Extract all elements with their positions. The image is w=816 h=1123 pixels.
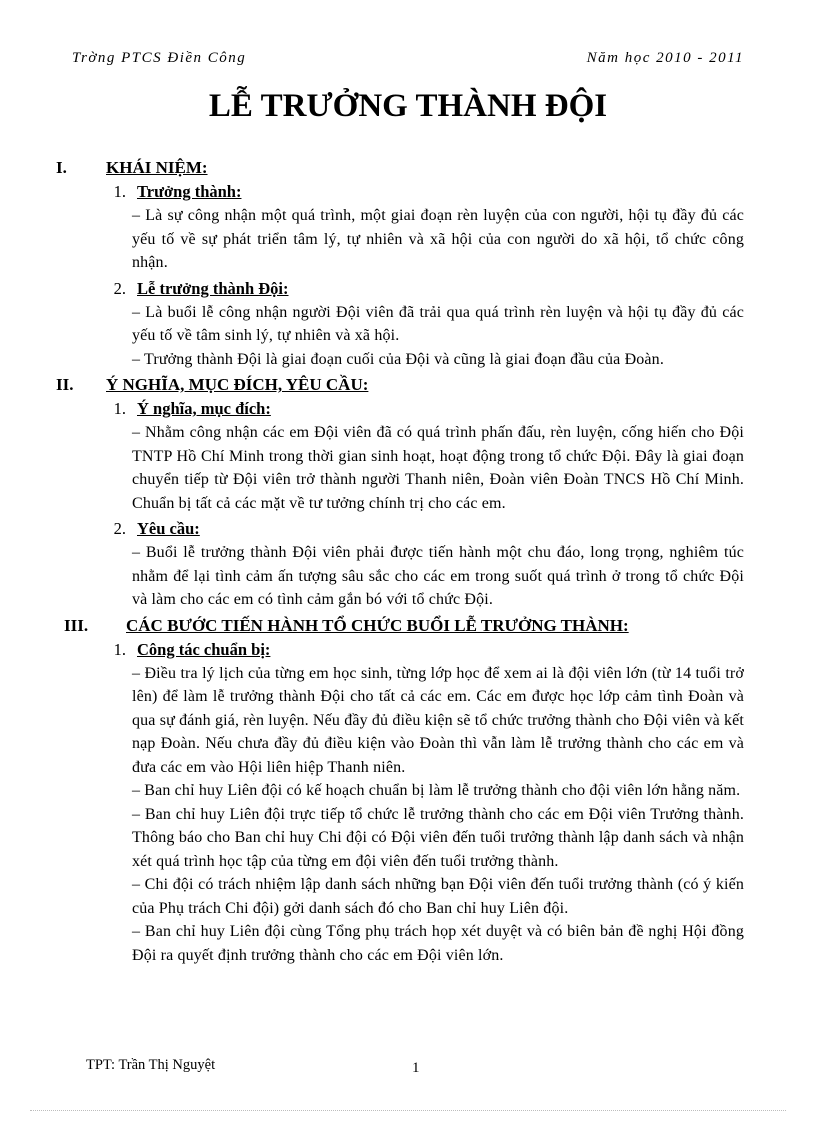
page-header	[72, 50, 744, 74]
paragraph: – Chi đội có trách nhiệm lập danh sách những bạn Đội viên đến tuổi trưởng thành (có ý kiến của Phụ trách Chi đội) gởi danh sách đó cho Ban chỉ huy Liên đội.	[132, 876, 744, 917]
section-number: I.	[56, 158, 67, 177]
school-name: Trờng PTCS Điền Công	[72, 50, 247, 66]
paragraph: – Là sự công nhận một quá trình, một giai đoạn rèn luyện của con người, hội tụ đầy đủ các yếu tố về sự phát triển tâm lý, tự nhiên và xã hội của con người do xã hội, tổ chức công nhận.	[132, 207, 744, 271]
subsection-number: 1.	[113, 639, 126, 659]
paragraph: – Ban chỉ huy Liên đội trực tiếp tổ chức lễ trưởng thành cho các em Đội viên Trưởng thành. Thông báo cho Ban chỉ huy Chi đội có Đội viên đến tuổi trưởng thành lập danh sách và nhận xét quá trình học tập của từng em đội viên đến tuổi trưởng thành.	[132, 805, 744, 870]
paragraph: – Buổi lễ trưởng thành Đội viên phải được tiến hành một chu đáo, long trọng, nghiêm túc nhằm để lại tình cảm ấn tượng sâu sắc cho các em trong suốt quá trình ở trong tổ chức Đội và làm cho các em có tình cảm gắn bó với tổ chức Đội.	[132, 544, 744, 608]
page-number: 1	[412, 1060, 420, 1076]
section-heading	[0, 373, 816, 397]
subsection-heading	[0, 638, 816, 662]
subsection-title: Yêu cầu:	[137, 519, 200, 538]
section-title: CÁC BƯỚC TIẾN HÀNH TỔ CHỨC BUỔI LỄ TRƯỞNG THÀNH:	[126, 615, 629, 635]
subsection-title: Lễ trưởng thành Đội:	[137, 278, 289, 298]
school-year: Năm học 2010 - 2011	[586, 50, 744, 66]
paragraph: – Ban chỉ huy Liên đội cùng Tổng phụ trách họp xét duyệt và có biên bản đề nghị Hội đồng Đội ra quyết định trưởng thành cho các em Đội viên lớn.	[132, 923, 744, 964]
document-body	[0, 156, 816, 967]
subsection-number: 1.	[113, 399, 126, 418]
section-heading	[0, 156, 816, 180]
subsection-title: Công tác chuẩn bị:	[137, 639, 271, 659]
section-heading	[0, 614, 816, 638]
section-number: II.	[56, 375, 74, 394]
subsection-number: 2.	[113, 278, 126, 298]
footer-author: TPT: Trần Thị Nguyệt	[86, 1057, 216, 1073]
paragraph: – Là buổi lễ công nhận người Đội viên đã trải qua quá trình rèn luyện và hội tụ đầy đủ các yếu tố về tâm sinh lý, tự nhiên và xã hội.	[132, 303, 744, 344]
section-number: III.	[64, 615, 89, 635]
subsection-heading	[0, 517, 816, 541]
section-title: Ý NGHĨA, MỤC ĐÍCH, YÊU CẦU:	[106, 375, 369, 394]
paragraph: – Nhằm công nhận các em Đội viên đã có quá trình phấn đấu, rèn luyện, cống hiến cho Đội TNTP Hồ Chí Minh trong thời gian sinh hoạt, hoạt động trong tổ chức Đội. Đây là giai đoạn chuyển tiếp từ Đội viên trở thành người Thanh niên, Đoàn viên Đoàn TNCS Hồ Chí Minh. Chuẩn bị tất cả các mặt về tư tưởng chính trị cho các em.	[132, 424, 744, 512]
paragraph: – Điều tra lý lịch của từng em học sinh, từng lớp học để xem ai là đội viên lớn (từ 14 tuổi trở lên) để làm lễ trưởng thành Đội cho tất cả các em. Các em được học lớp cảm tình Đoàn và qua sự đánh giá, rèn luyện. Nếu đầy đủ điều kiện sẽ tổ chức trưởng thành cho Đội viên và kết nạp Đoàn. Nếu chưa đầy đủ điều kiện vào Đoàn thì vẫn làm lễ trưởng thành cho các em và đưa các em vào Hội liên hiệp Thanh niên.	[132, 664, 744, 776]
section-title: KHÁI NIỆM:	[106, 158, 208, 177]
subsection-number: 2.	[113, 519, 126, 538]
subsection-title: Ý nghĩa, mục đích:	[137, 399, 271, 418]
page-bottom-divider	[30, 1110, 786, 1111]
subsection-number: 1.	[113, 182, 126, 201]
subsection-title: Trưởng thành:	[137, 182, 242, 201]
paragraph: – Ban chỉ huy Liên đội có kế hoạch chuẩn bị làm lễ trưởng thành cho đội viên lớn hằng năm.	[132, 782, 741, 799]
paragraph: – Trưởng thành Đội là giai đoạn cuối của Đội và cũng là giai đoạn đầu của Đoàn.	[132, 350, 664, 368]
document-title: LỄ TRƯỞNG THÀNH ĐỘI	[208, 88, 608, 124]
subsection-heading	[0, 397, 816, 421]
subsection-heading	[0, 277, 816, 301]
subsection-heading	[0, 180, 816, 204]
